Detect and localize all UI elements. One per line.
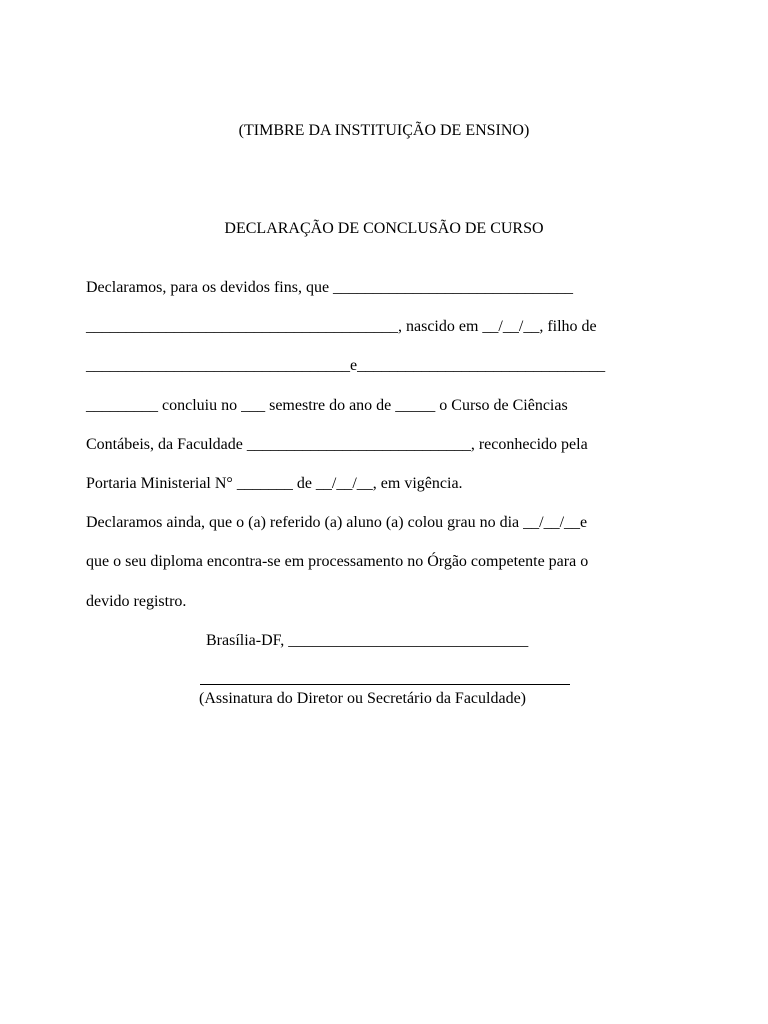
body-line-4: _________ concluiu no ___ semestre do ano de _____ o Curso de Ciências bbox=[86, 397, 568, 414]
document-title: DECLARAÇÃO DE CONCLUSÃO DE CURSO bbox=[224, 220, 544, 237]
signature-line bbox=[200, 684, 570, 685]
body-line-5: Contábeis, da Faculdade ____________________________, reconhecido pela bbox=[86, 436, 588, 453]
place-date-line: Brasília-DF, ______________________________ bbox=[206, 632, 529, 649]
body-line-7: Declaramos ainda, que o (a) referido (a) aluno (a) colou grau no dia __/__/__e bbox=[86, 514, 588, 531]
body-line-6: Portaria Ministerial N° _______ de __/__/__, em vigência. bbox=[86, 475, 463, 492]
body-line-8: que o seu diploma encontra-se em processamento no Órgão competente para o bbox=[86, 553, 589, 570]
body-line-2: _______________________________________, nascido em __/__/__, filho de bbox=[86, 318, 597, 335]
body-line-3: _________________________________e_______________________________ bbox=[86, 357, 606, 374]
signature-caption: (Assinatura do Diretor ou Secretário da Faculdade) bbox=[199, 690, 526, 707]
letterhead-placeholder: (TIMBRE DA INSTITUIÇÃO DE ENSINO) bbox=[238, 122, 530, 139]
body-line-9: devido registro. bbox=[86, 593, 187, 610]
body-line-1: Declaramos, para os devidos fins, que ______________________________ bbox=[86, 279, 574, 296]
